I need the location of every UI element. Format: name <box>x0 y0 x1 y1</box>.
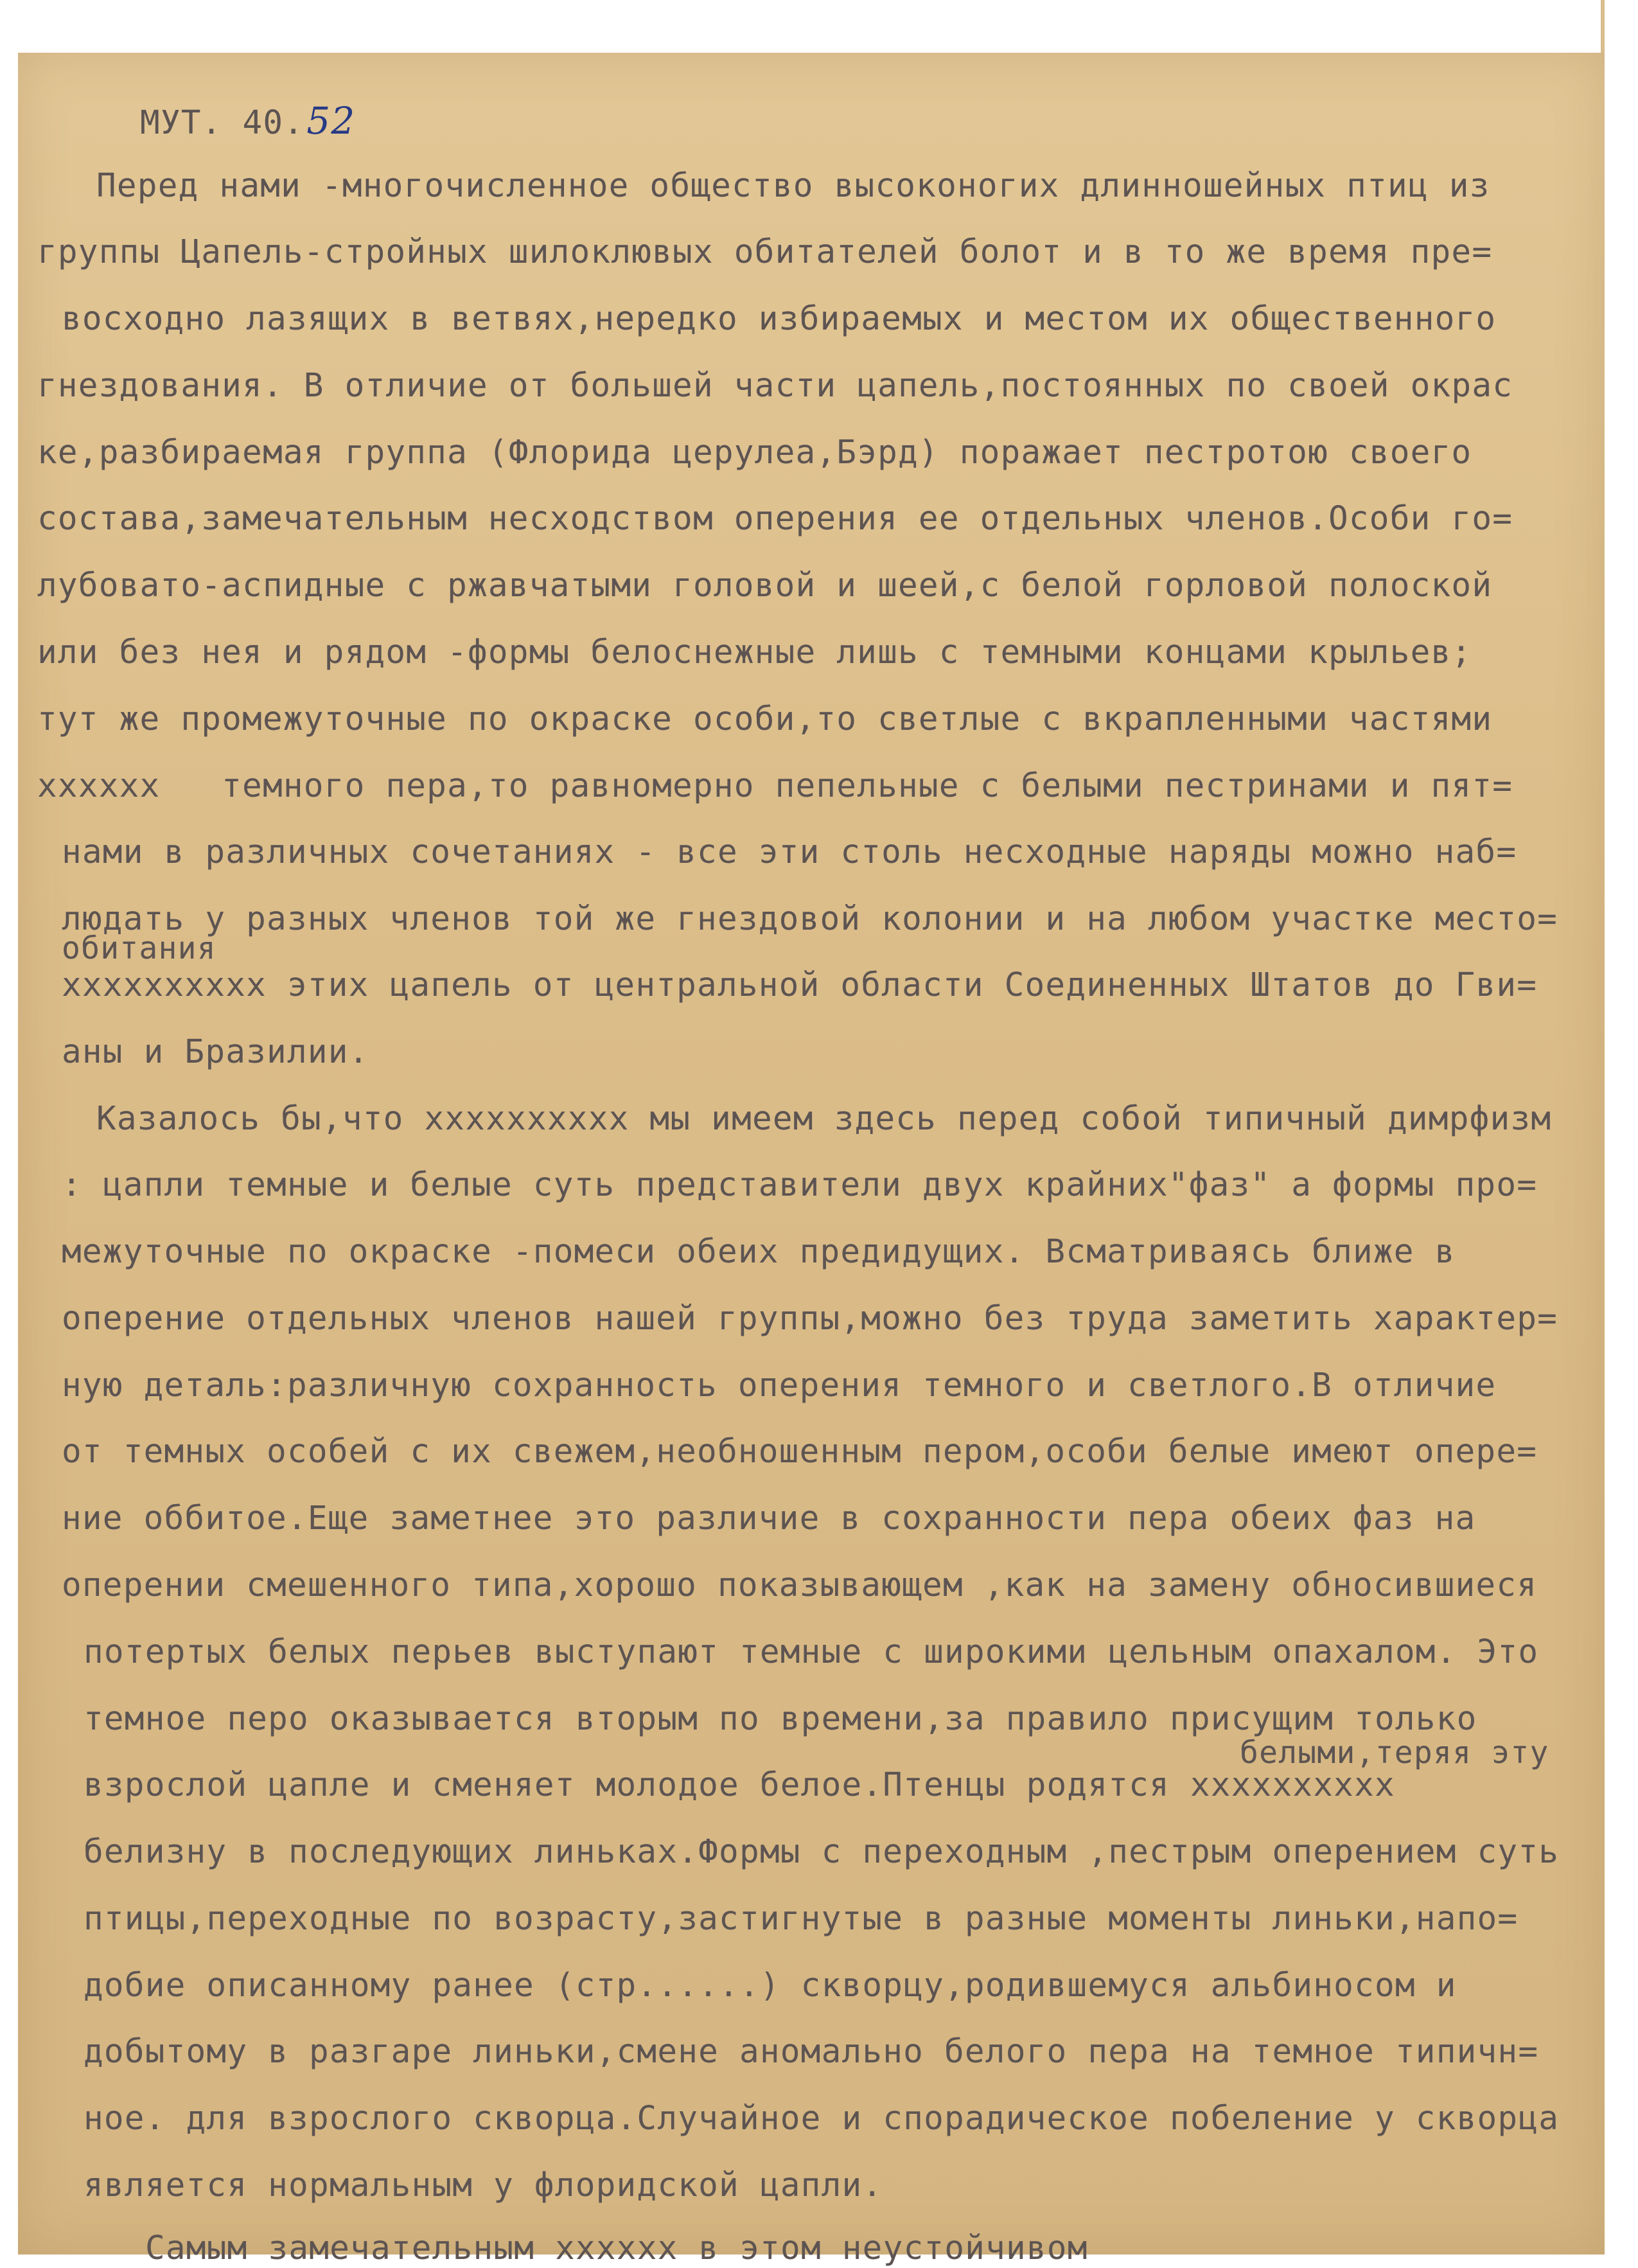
typed-line-with-strikeout: взрослой цапле и сменяет молодое белое.Птенцы родятся хххххххххх <box>84 1766 1395 1804</box>
typed-line: людать у разных членов той же гнездовой колонии и на любом участке место= <box>62 900 1558 938</box>
typed-line: межуточные по окраске -помеси обеих предидущих. Всматриваясь ближе в <box>62 1233 1456 1271</box>
typed-line: оперение отдельных членов нашей группы,можно без труда заметить характер= <box>62 1300 1558 1338</box>
typed-line: аны и Бразилии. <box>62 1033 369 1071</box>
typed-line: состава,замечательным несходством оперения ее отдельных членов.Особи го= <box>37 500 1513 538</box>
typed-line-with-strikeout: Казалось бы,что хххххххххх мы имеем здесь перед собой типичный димрфизм <box>96 1100 1552 1138</box>
typed-line-with-strikeout: хххххх темного пера,то равномерно пепельные с белыми пестринами и пят= <box>37 767 1513 805</box>
paper-edge <box>1601 0 1605 53</box>
typed-line: ную деталь:различную сохранность оперения темного и светлого.В отличие <box>62 1367 1497 1404</box>
reference-typed: МУТ. 40. <box>140 104 304 142</box>
typed-line: восходно лазящих в ветвях,нередко избираемых и местом их общественного <box>62 300 1497 338</box>
typed-line: ное. для взрослого скворца.Случайное и спорадическое побеление у скворца <box>84 2100 1560 2138</box>
document-reference <box>140 99 356 143</box>
typed-line: добытому в разгаре линьки,смене аномально белого пера на темное типичн= <box>84 2033 1539 2071</box>
typed-line: гнездования. В отличие от большей части цапель,постоянных по своей окрас <box>37 367 1513 405</box>
typed-line: от темных особей с их свежем,необношенным пером,особи белые имеют опере= <box>62 1433 1538 1471</box>
interlinear-insertion: обитания <box>62 930 216 966</box>
typed-line: лубовато-аспидные с ржавчатыми головой и шеей,с белой горловой полоской <box>37 567 1493 605</box>
typed-line: ние оббитое.Еще заметнее это различие в сохранности пера обеих фаз на <box>62 1500 1476 1537</box>
typed-line: оперении смешенного типа,хорошо показывающем ,как на замену обносившиеся <box>62 1566 1538 1604</box>
typed-line: нами в различных сочетаниях - все эти столь несходные наряды можно наб= <box>62 833 1517 871</box>
typed-line-with-strikeout: хххххххххх этих цапель от центральной области Соединенных Штатов до Гви= <box>62 966 1538 1004</box>
typed-line: или без нея и рядом -формы белоснежные лишь с темными концами крыльев; <box>37 633 1472 671</box>
typed-line: : цапли темные и белые суть представители двух крайних"фаз" а формы про= <box>62 1166 1538 1204</box>
typed-line: потертых белых перьев выступают темные с широкими цельным опахалом. Это <box>84 1633 1539 1671</box>
typed-line: тут же промежуточные по окраске особи,то светлые с вкрапленными частями <box>37 700 1493 738</box>
typed-line: ке,разбираемая группа (Флорида церулеа,Бэрд) поражает пестротою своего <box>37 434 1472 472</box>
typed-line-partial: Самым замечательным хххххх в этом неустойчивом <box>145 2229 1088 2267</box>
typed-line: группы Цапель-стройных шилоклювых обитателей болот и в то же время пре= <box>37 233 1493 271</box>
typed-line: птицы,переходные по возрасту,застигнутые в разные моменты линьки,напо= <box>84 1900 1519 1938</box>
interlinear-insertion: белыми,теряя эту <box>1240 1735 1549 1771</box>
typed-line: темное перо оказывается вторым по времени,за правило присущим только <box>84 1700 1477 1738</box>
typed-line: белизну в последующих линьках.Формы с переходным ,пестрым оперением суть <box>84 1833 1560 1871</box>
typed-line: добие описанному ранее (стр......) скворцу,родившемуся альбиносом и <box>84 1967 1457 2005</box>
typed-line: Перед нами -многочисленное общество высоконогих длинношейных птиц из <box>96 167 1490 205</box>
typed-line: является нормальным у флоридской цапли. <box>84 2166 883 2204</box>
reference-handwritten-number: 52 <box>306 99 356 143</box>
